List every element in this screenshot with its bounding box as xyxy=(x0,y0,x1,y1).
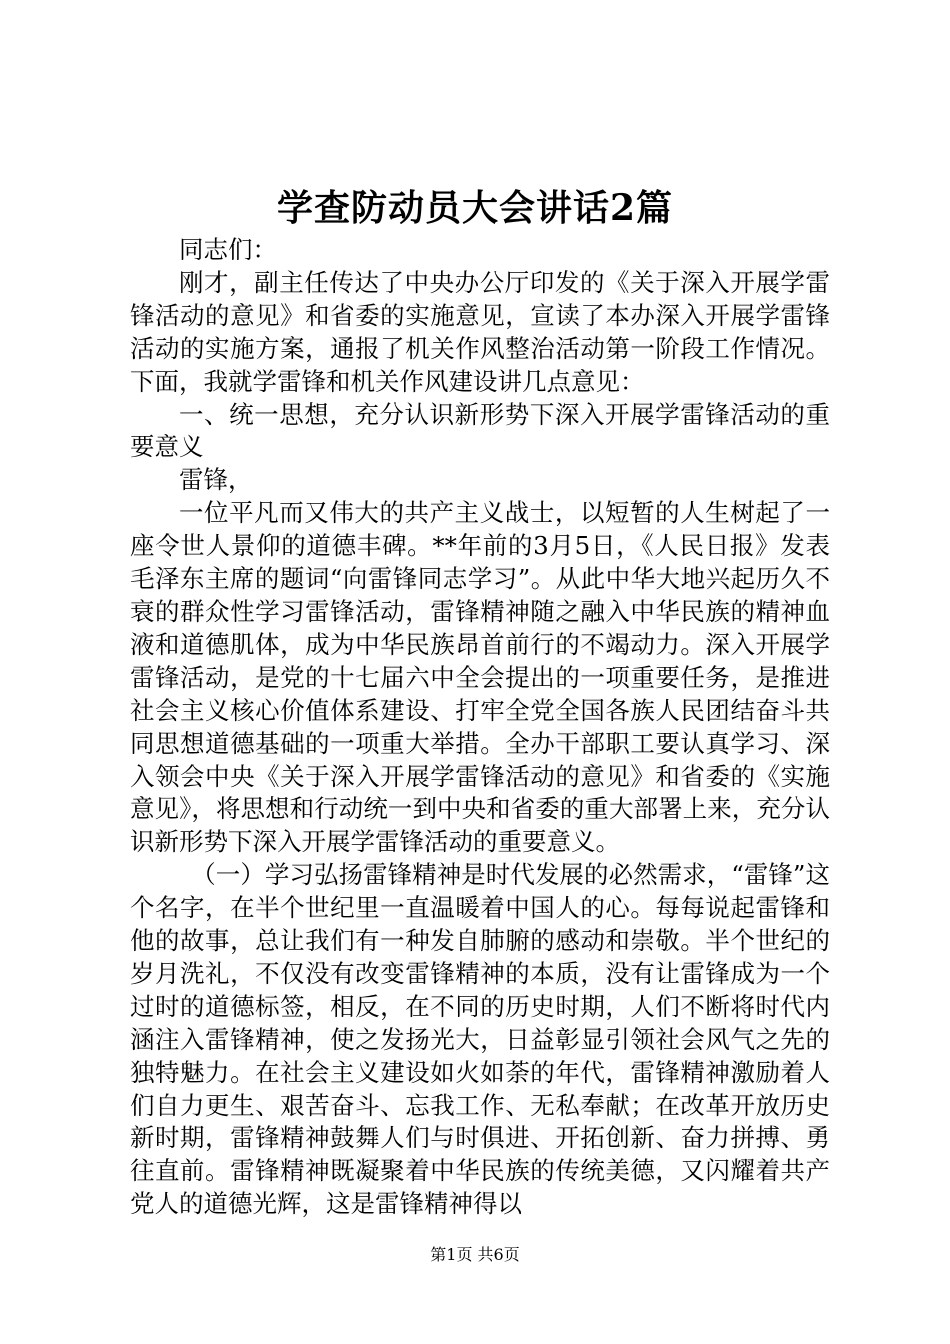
body-paragraph: 刚才，副主任传达了中央办公厅印发的《关于深入开展学雷锋活动的意见》和省委的实施意见，宣读了本办深入开展学雷锋活动的实施方案，通报了机关作风整治活动第一阶段工作情况。下面，我就学雷锋和机关作风建设讲几点意见： xyxy=(130,267,830,396)
salutation-paragraph: 同志们： xyxy=(179,235,277,264)
page-number: 第1页 共6页 xyxy=(430,1245,520,1264)
body-paragraph: 雷锋， xyxy=(179,465,253,495)
document-body xyxy=(130,234,830,1221)
subsection-paragraph: （一）学习弘扬雷锋精神是时代发展的必然需求，“雷锋”这个名字，在半个世纪里一直温暖着中国人的心。每每说起雷锋和他的故事，总让我们有一种发自肺腑的感动和崇敬。半个世纪的岁月洗礼，不仅没有改变雷锋精神的本质，没有让雷锋成为一个过时的道德标签，相反，在不同的历史时期，人们不断将时代内涵注入雷锋精神，使之发扬光大，日益彰显引领社会风气之先的独特魅力。在社会主义建设如火如荼的年代，雷锋精神激励着人们自力更生、艰苦奋斗、忘我工作、无私奉献；在改革开放历史新时期，雷锋精神鼓舞人们与时俱进、开拓创新、奋力拼搏、勇往直前。雷锋精神既凝聚着中华民族的传统美德，又闪耀着共产党人的道德光辉，这是雷锋精神得以 xyxy=(130,860,830,1219)
body-paragraph: 一位平凡而又伟大的共产主义战士，以短暂的人生树起了一座令世人景仰的道德丰碑。**年前的3月5日，《人民日报》发表毛泽东主席的题词“向雷锋同志学习”。从此中华大地兴起历久不衰的群众性学习雷锋活动，雷锋精神随之融入中华民族的精神血液和道德肌体，成为中华民族昂首前行的不竭动力。深入开展学雷锋活动，是党的十七届六中全会提出的一项重要任务，是推进社会主义核心价值体系建设、打牢全党全国各族人民团结奋斗共同思想道德基础的一项重大举措。全办干部职工要认真学习、深入领会中央《关于深入开展学雷锋活动的意见》和省委的《实施意见》，将思想和行动统一到中央和省委的重大部署上来，充分认识新形势下深入开展学雷锋活动的重要意义。 xyxy=(130,498,830,857)
document-title: 学查防动员大会讲话2篇 xyxy=(276,187,674,229)
section-heading: 一、统一思想，充分认识新形势下深入开展学雷锋活动的重要意义 xyxy=(130,399,830,462)
